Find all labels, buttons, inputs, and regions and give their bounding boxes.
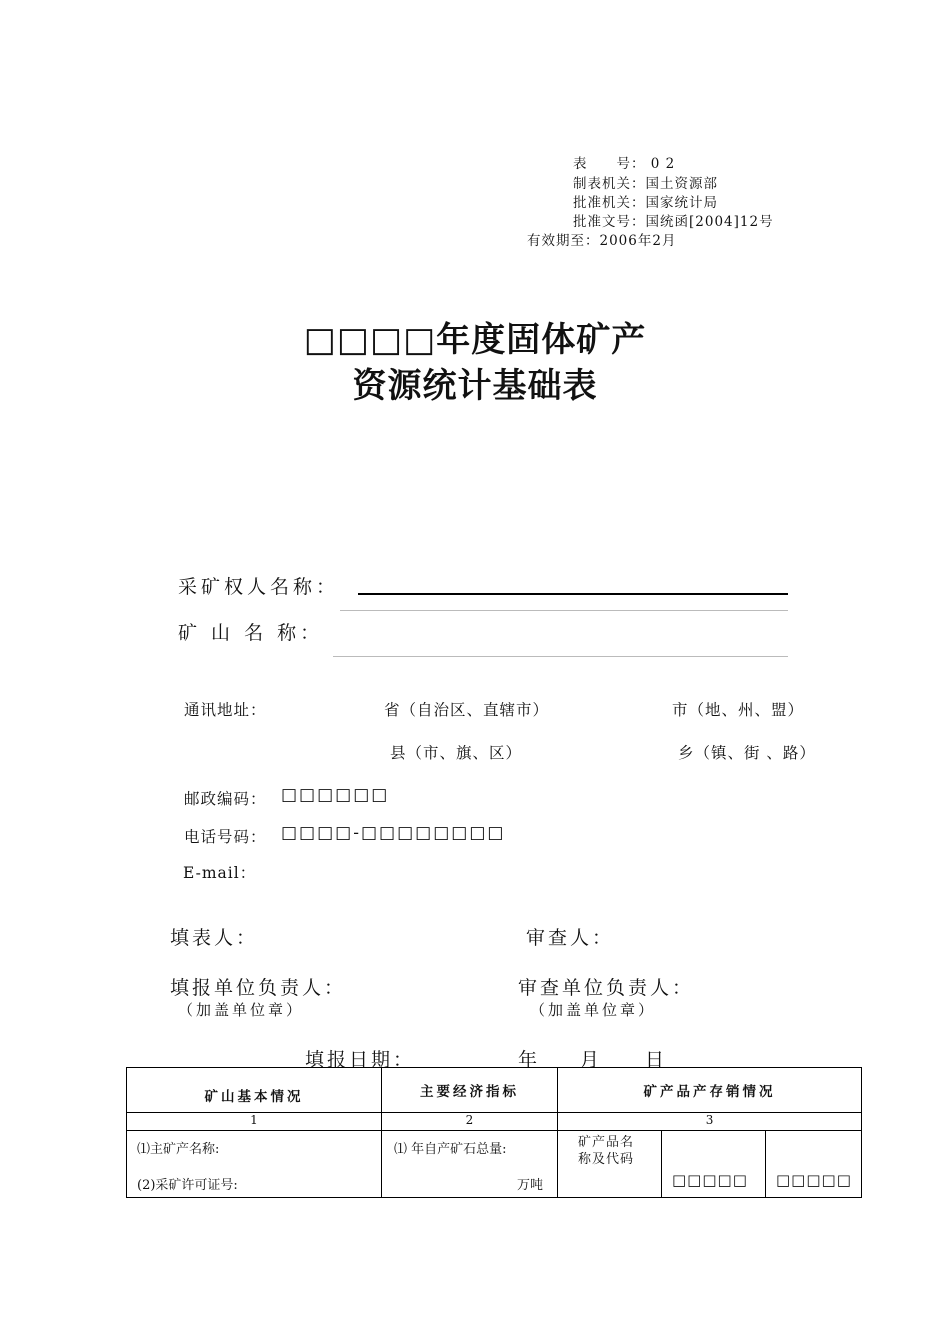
issuing-authority: 制表机关：国土资源部 bbox=[573, 176, 718, 192]
product-code-boxes-a[interactable]: □□□□□ bbox=[672, 1171, 748, 1189]
mine-basic-info-cell bbox=[127, 1131, 382, 1198]
product-code-cell-a[interactable] bbox=[662, 1131, 766, 1198]
valid-until: 有效期至：2006年2月 bbox=[527, 233, 677, 249]
postcode-label: 邮政编码： bbox=[184, 790, 267, 808]
reviewer-unit-head-label: 审查单位负责人： bbox=[518, 977, 695, 999]
form-number: 表 号： 0 2 bbox=[573, 156, 676, 172]
unit-label: 万吨 bbox=[516, 1178, 543, 1193]
date-label: 填报日期： bbox=[305, 1049, 416, 1071]
phone-label: 电话号码： bbox=[184, 828, 267, 846]
mine-name-label: 矿 山 名 称： bbox=[178, 622, 324, 644]
phone-boxes[interactable]: □□□□-□□□□□□□□ bbox=[281, 823, 506, 843]
header-economic-indicators: 主要经济指标 bbox=[382, 1068, 558, 1113]
page-title-line1: □□□□年度固体矿产 bbox=[303, 320, 647, 360]
header-product-stock-sales: 矿产品产存销情况 bbox=[558, 1068, 862, 1113]
date-day: 日 bbox=[645, 1049, 668, 1071]
economic-indicator-cell bbox=[382, 1131, 558, 1198]
postcode-boxes[interactable]: □□□□□□ bbox=[281, 785, 390, 805]
main-mineral-label: ⑴主矿产名称: bbox=[137, 1142, 220, 1157]
address-county: 县（市、旗、区） bbox=[390, 744, 523, 762]
address-province: 省（自治区、直辖市） bbox=[384, 701, 550, 719]
date-year: 年 bbox=[518, 1049, 541, 1071]
license-number-label: (2)采矿许可证号: bbox=[137, 1178, 238, 1193]
header-mine-basic-info: 矿山基本情况 bbox=[127, 1068, 382, 1113]
reviewer-label: 审查人： bbox=[526, 927, 615, 949]
column-number: 2 bbox=[382, 1113, 558, 1131]
approval-document: 批准文号：国统函[2004]12号 bbox=[573, 214, 774, 230]
product-code-cell-b[interactable] bbox=[766, 1131, 862, 1198]
stamp-note-left: （加盖单位章） bbox=[178, 1001, 305, 1019]
product-code-boxes-b[interactable]: □□□□□ bbox=[776, 1171, 852, 1189]
address-township: 乡（镇、街 、路） bbox=[678, 744, 816, 762]
product-name-code-cell bbox=[558, 1131, 662, 1198]
page-title-line2: 资源统计基础表 bbox=[352, 366, 598, 406]
stamp-note-right: （加盖单位章） bbox=[530, 1001, 657, 1019]
annual-ore-total-label: ⑴ 年自产矿石总量: bbox=[394, 1142, 507, 1157]
mine-name-input[interactable] bbox=[333, 656, 788, 657]
statistics-table bbox=[126, 1067, 862, 1198]
column-number: 1 bbox=[127, 1113, 382, 1131]
approving-authority: 批准机关：国家统计局 bbox=[573, 195, 718, 211]
divider bbox=[340, 610, 788, 611]
mining-right-holder-label: 采矿权人名称： bbox=[178, 576, 340, 598]
filler-label: 填表人： bbox=[170, 927, 259, 949]
column-number: 3 bbox=[558, 1113, 862, 1131]
address-city: 市（地、州、盟） bbox=[672, 701, 805, 719]
address-label: 通讯地址： bbox=[184, 701, 267, 719]
date-month: 月 bbox=[580, 1049, 603, 1071]
product-name-code-label: 矿产品名称及代码 bbox=[578, 1135, 635, 1167]
email-label: E-mail： bbox=[183, 864, 257, 882]
filler-unit-head-label: 填报单位负责人： bbox=[170, 977, 347, 999]
mining-right-holder-input[interactable] bbox=[358, 593, 788, 595]
